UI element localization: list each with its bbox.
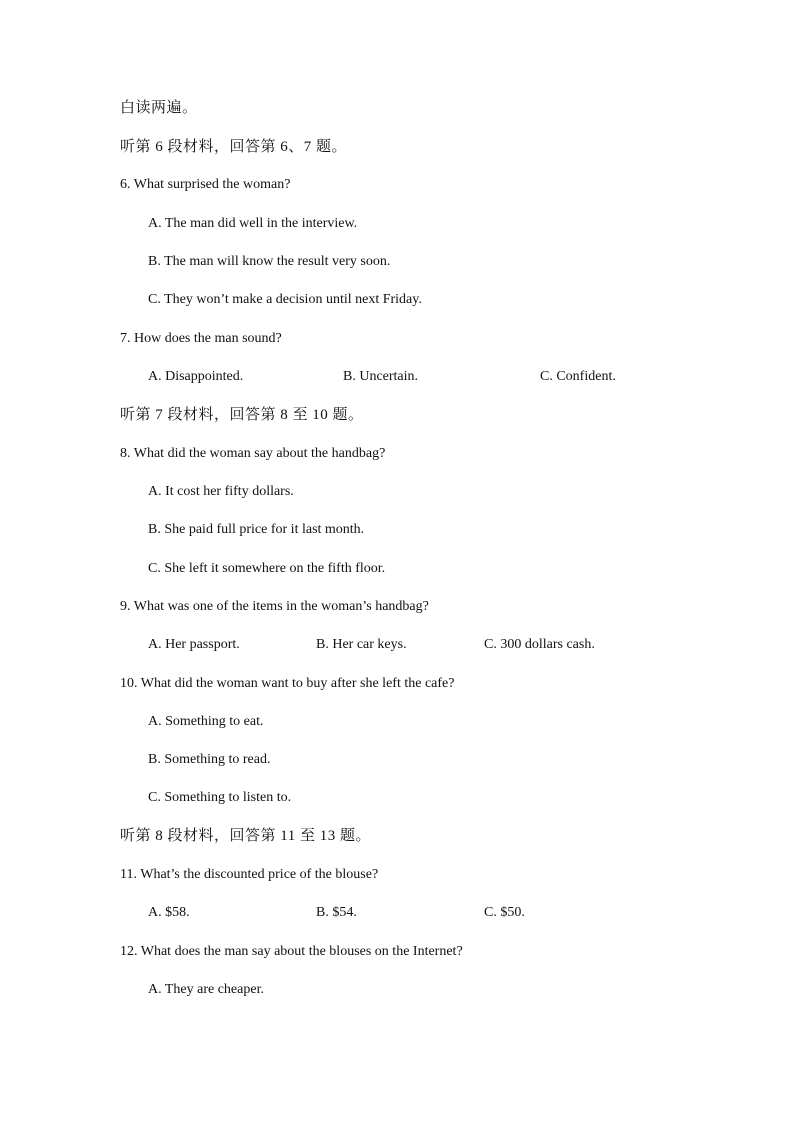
q7-option-b: B. Uncertain. — [343, 369, 419, 384]
section-heading-material-6: 听第 6 段材料，回答第 6、7 题。 — [120, 139, 348, 155]
q8-option-a: A. It cost her fifty dollars. — [148, 484, 294, 499]
q6-option-c: C. They won’t make a decision until next Friday. — [148, 292, 422, 307]
q12-option-a: A. They are cheaper. — [148, 982, 264, 997]
q9-option-a: A. Her passport. — [148, 637, 240, 652]
q7-option-a: A. Disappointed. — [148, 369, 244, 384]
q7-option-c: C. Confident. — [540, 369, 616, 384]
q8-option-c: C. She left it somewhere on the fifth floor. — [148, 561, 386, 576]
q8-option-b: B. She paid full price for it last month. — [148, 522, 365, 537]
section-heading-material-8: 听第 8 段材料，回答第 11 至 13 题。 — [120, 828, 371, 844]
q11-option-a: A. $58. — [148, 905, 190, 920]
q10-option-c: C. Something to listen to. — [148, 790, 292, 805]
q9-option-c: C. 300 dollars cash. — [484, 637, 595, 652]
question-8: 8. What did the woman say about the handbag? — [120, 446, 386, 461]
question-12: 12. What does the man say about the blouses on the Internet? — [120, 944, 463, 959]
q10-option-a: A. Something to eat. — [148, 714, 264, 729]
question-9: 9. What was one of the items in the woman’s handbag? — [120, 599, 429, 614]
q6-option-a: A. The man did well in the interview. — [148, 216, 358, 231]
question-7: 7. How does the man sound? — [120, 331, 282, 346]
q10-option-b: B. Something to read. — [148, 752, 271, 767]
section-heading-material-7: 听第 7 段材料，回答第 8 至 10 题。 — [120, 407, 364, 423]
instruction-read-twice: 白读两遍。 — [120, 100, 198, 116]
q11-option-c: C. $50. — [484, 905, 525, 920]
question-10: 10. What did the woman want to buy after she left the cafe? — [120, 676, 455, 691]
q9-option-b: B. Her car keys. — [316, 637, 407, 652]
question-6: 6. What surprised the woman? — [120, 177, 291, 192]
question-11: 11. What’s the discounted price of the blouse? — [120, 867, 379, 882]
q6-option-b: B. The man will know the result very soon. — [148, 254, 391, 269]
q11-option-b: B. $54. — [316, 905, 357, 920]
